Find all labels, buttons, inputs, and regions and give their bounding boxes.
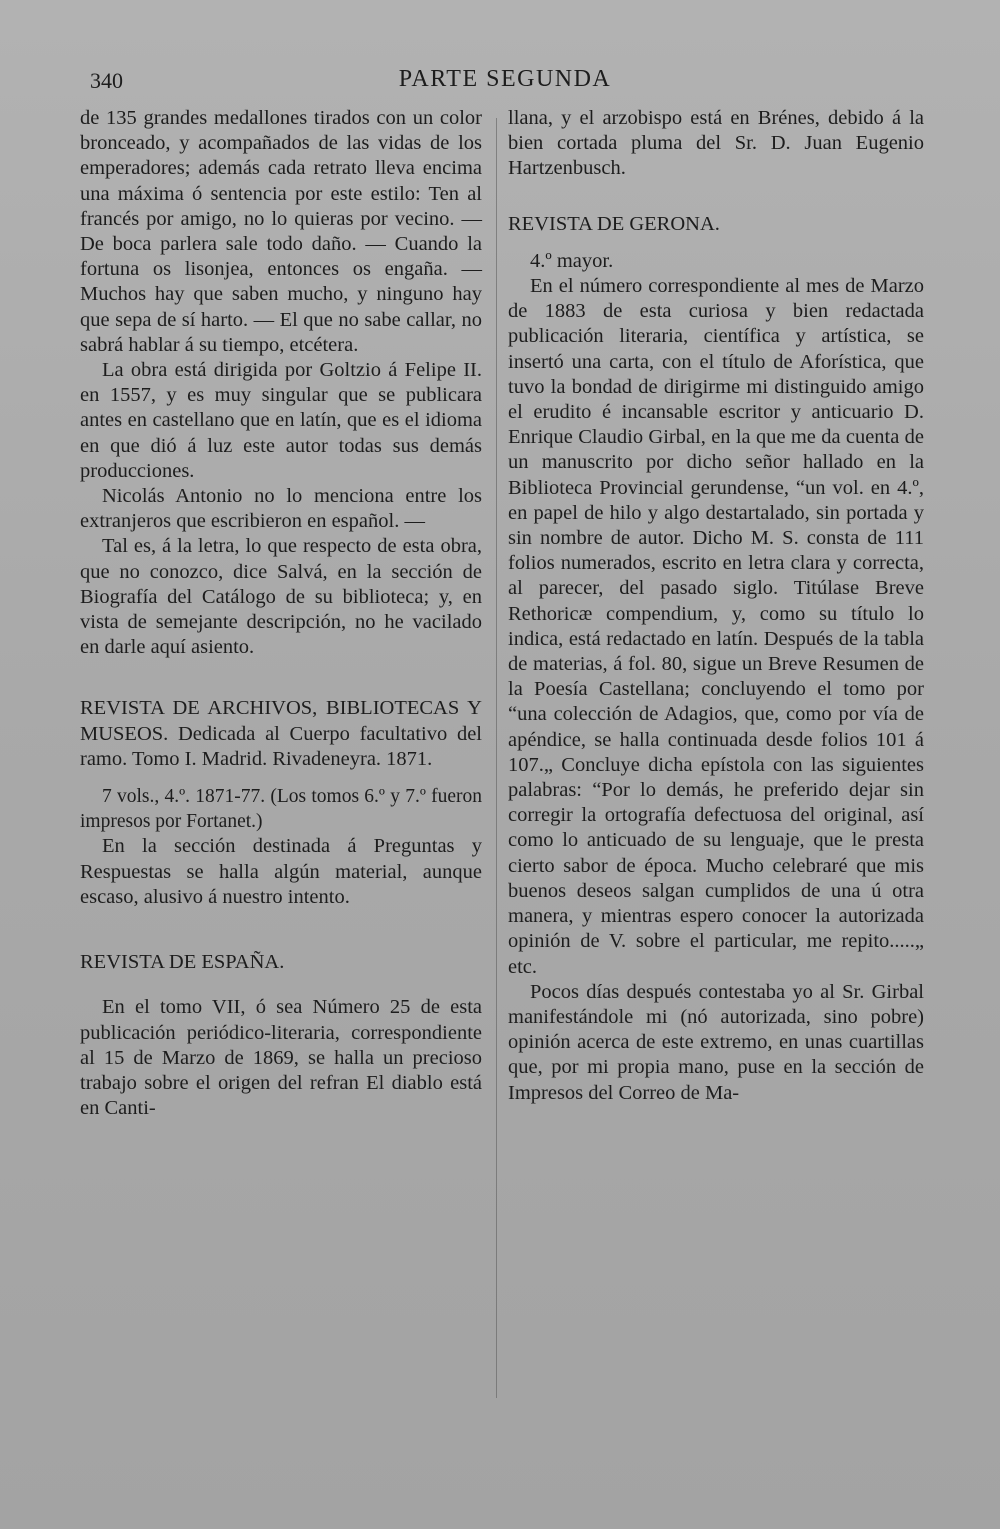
left-column <box>80 106 482 1121</box>
running-head: PARTE SEGUNDA <box>398 66 612 92</box>
left-paragraph-6: En la sección destinada á Preguntas y Respuestas se halla algún material, aunque escaso, alusivo á nuestro intento. <box>80 835 482 908</box>
right-paragraph-2: 4.º mayor. <box>530 249 614 272</box>
right-paragraph-4: Pocos días después contestaba yo al Sr. Girbal manifestándole mi (nó autorizada, sino pobre) opinión acerca de este extremo, en unas cuartillas que, por mi propia mano, puse en la sección de Impresos del Correo de Ma- <box>508 980 924 1104</box>
right-paragraph-3: En el número correspondiente al mes de Marzo de 1883 de esta curiosa y bien redactada publicación literaria, científica y artística, se insertó una carta, con el título de Aforística, que tuvo la bondad de dirigirme mi distinguido amigo el erudito é incansable escritor y anticuario D. Enrique Claudio Girbal, en la que me da cuenta de un manuscrito por dicho señor hallado en la Biblioteca Provincial gerundense, “un vol. en 4.º, en papel de hilo y algo destartalado, sin portada y sin nombre de autor. Dicho M. S. consta de 111 folios numerados, escrito en letra clara y correcta, al parecer, del pasado siglo. Titúlase Breve Rethoricæ compendium, y, como su título lo indica, está redactado en latín. Después de la tabla de materias, á fol. 80, sigue un Breve Resumen de la Poesía Castellana; concluyendo el tomo por “una colección de Adagios, que, como por vía de apéndice, se halla continuada desde folios 101 á 107.„ Concluye dicha epístola con las siguientes palabras: “Por lo demás, he preferido dejar sin corregir la ortografía defectuosa del original, así como lo anticuado de su lenguaje, que le presta cierto sabor de época. Mucho celebraré que mis buenos deseos salgan cumplidos de una ú otra manera, y mientras espero conocer la autorizada opinión de V. sobre el particular, me repito.....„ etc. <box>508 275 924 978</box>
left-paragraph-7: En el tomo VII, ó sea Número 25 de esta publicación periódico-literaria, correspondiente al 15 de Marzo de 1869, se halla un precioso trabajo sobre el origen del refran El diablo está en Canti- <box>80 996 482 1120</box>
left-paragraph-2: La obra está dirigida por Goltzio á Felipe II. en 1557, y es muy singular que se publicara antes en castellano que en latín, que es el idioma en que dió á luz este autor todas sus demás producciones. <box>80 359 482 482</box>
entry-heading-revista-archivos: REVISTA DE ARCHIVOS, BIBLIOTECAS Y MUSEOS. Dedicada al Cuerpo facultativo del ramo. Tomo I. Madrid. Rivadeneyra. 1871. <box>80 697 482 770</box>
entry-heading-revista-espana: REVISTA DE ESPAÑA. <box>80 951 285 974</box>
left-paragraph-4: Tal es, á la letra, lo que respecto de esta obra, que no conozco, dice Salvá, en la sección de Biografía del Catálogo de su biblioteca; y, en vista de semejante descripción, no he vacilado en darle aquí asiento. <box>80 535 482 659</box>
page-header <box>0 64 1000 104</box>
right-paragraph-1: llana, y el arzobispo está en Brénes, debido á la bien cortada pluma del Sr. D. Juan Eugenio Hartzenbusch. <box>508 107 924 180</box>
page-number: 340 <box>90 68 123 93</box>
right-column <box>508 106 924 1106</box>
column-divider <box>496 118 497 1398</box>
left-paragraph-1: de 135 grandes medallones tirados con un color bronceado, y acompañados de las vidas de los emperadores; además cada retrato lleva encima una máxima ó sentencia por este estilo: Ten al francés por amigo, no lo quieras por vecino. — De boca parlera sale todo daño. — Cuando la fortuna os lisonjea, entonces os engaña. — Muchos hay que saben mucho, y ninguno hay que sepa de sí harto. — El que no sabe callar, no sabrá hablar á su tiempo, etcétera. <box>80 107 482 356</box>
left-paragraph-5: 7 vols., 4.º. 1871-77. (Los tomos 6.º y 7.º fueron impresos por Fortanet.) <box>80 786 482 833</box>
left-paragraph-3: Nicolás Antonio no lo menciona entre los extranjeros que escribieron en español. — <box>80 485 482 533</box>
entry-heading-revista-gerona: REVISTA DE GERONA. <box>508 212 720 235</box>
